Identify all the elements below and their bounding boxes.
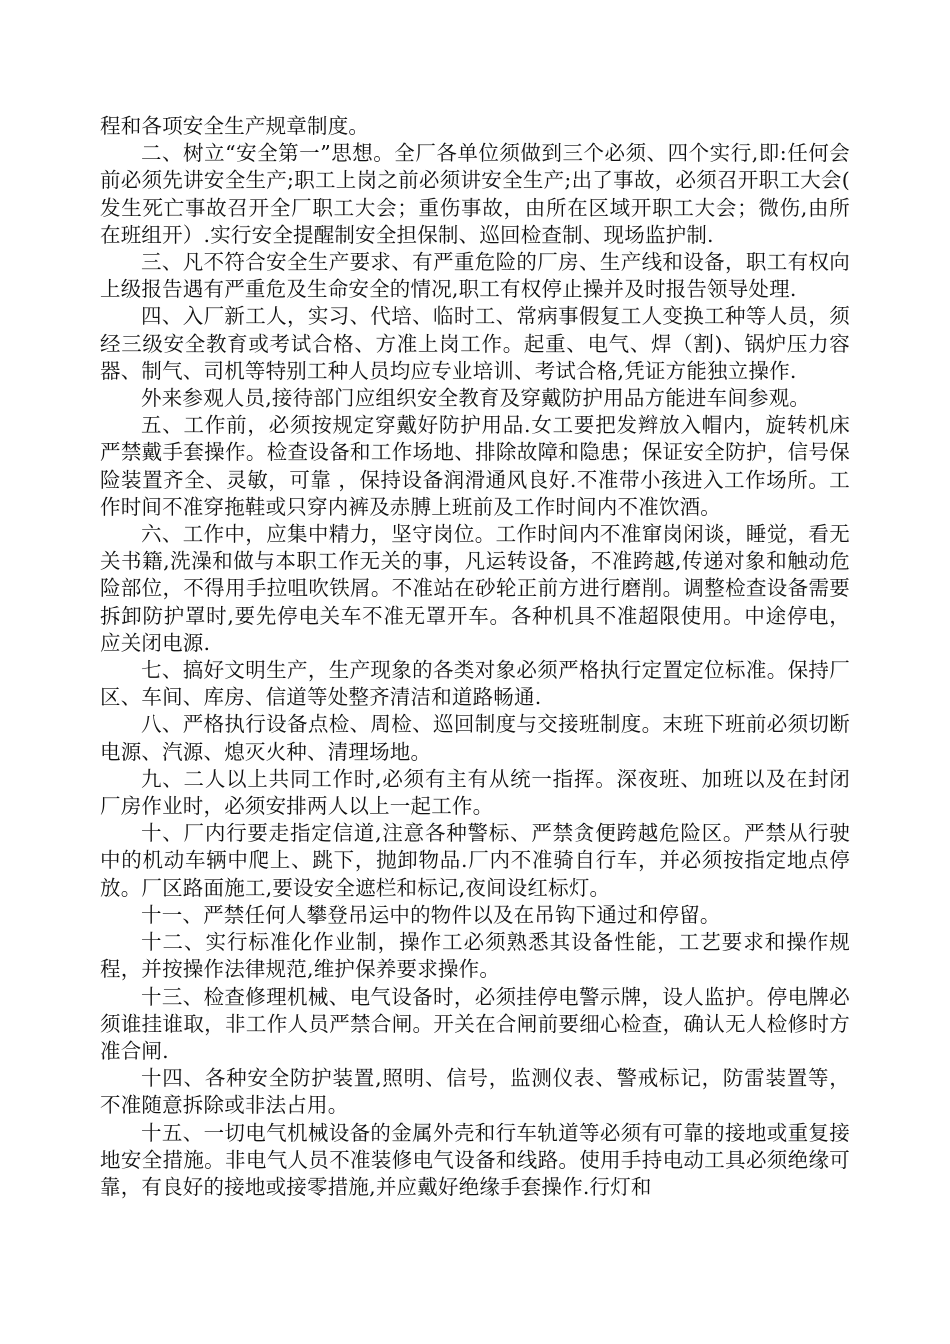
paragraph-visitors: 外来参观人员,接待部门应组织安全教育及穿戴防护用品方能进车间参观。 bbox=[141, 386, 811, 411]
paragraph-continued: 程和各项安全生产规章制度。 bbox=[100, 114, 370, 138]
document-body bbox=[100, 113, 850, 1201]
paragraph-rule-5: 五、工作前，必须按规定穿戴好防护用品.女工要把发辫放入帽内，旋转机床严禁戴手套操作。检查设备和工作场地、排除故障和隐患；保证安全防护，信号保险装置齐全、灵敏，可靠 ，保持设备润滑通风良好.不准带小孩进入工作场所。工作时间不准穿拖鞋或只穿内裤及赤膊上班前及工作时间内不准饮酒。 bbox=[100, 413, 850, 519]
paragraph-rule-10: 十、厂内行要走指定信道,注意各种警标、严禁贪便跨越危险区。严禁从行驶中的机动车辆中爬上、跳下，抛卸物品.厂内不准骑自行车，并必须按指定地点停放。厂区路面施工,要设安全遮栏和标记,夜间设红标灯。 bbox=[100, 821, 850, 900]
paragraph-rule-9: 九、二人以上共同工作时,必须有主有从统一指挥。深夜班、加班以及在封闭厂房作业时，必须安排两人以上一起工作。 bbox=[100, 766, 850, 819]
paragraph-rule-12: 十二、实行标准化作业制，操作工必须熟悉其设备性能，工艺要求和操作规程，并按操作法律规范,维护保养要求操作。 bbox=[100, 930, 850, 982]
paragraph-rule-2: 二、树立“安全第一”思想。全厂各单位须做到三个必须、四个实行,即:任何会前必须先讲安全生产;职工上岗之前必须讲安全生产;出了事故，必须召开职工大会( 发生死亡事故召开全厂职工大会；重伤事故，由所在区域开职工大会；微伤,由所在班组开）.实行安全提醒制安全担保制、巡回检查制、现场监护制. bbox=[100, 141, 850, 247]
paragraph-rule-7: 七、搞好文明生产，生产现象的各类对象必须严格执行定置定位标准。保持厂区、车间、库房、信道等处整齐清洁和道路畅通. bbox=[100, 658, 850, 710]
paragraph-rule-3: 三、凡不符合安全生产要求、有严重危险的厂房、生产线和设备，职工有权向上级报告遇有严重危及生命安全的情况,职工有权停止操并及时报告领导处理. bbox=[100, 250, 850, 302]
paragraph-rule-14: 十四、各种安全防护装置,照明、信号，监测仪表、警戒标记，防雷装置等，不准随意拆除或非法占用。 bbox=[100, 1066, 850, 1118]
paragraph-rule-11: 十一、严禁任何人攀登吊运中的物件以及在吊钩下通过和停留。 bbox=[141, 902, 721, 927]
paragraph-rule-6: 六、工作中，应集中精力，坚守岗位。工作时间内不准窜岗闲谈，睡觉，看无关书籍,洗澡和做与本职工作无关的事，凡运转设备，不准跨越,传递对象和触动危险部位，不得用手拉咀吹铁屑。不准站在砂轮正前方进行磨削。调整检查设备需要拆卸防护罩时,要先停电关车不准无罩开车。各种机具不准超限使用。中途停电，应关闭电源. bbox=[100, 522, 850, 655]
paragraph-rule-13: 十三、检查修理机械、电气设备时，必须挂停电警示牌，设人监护。停电牌必须谁挂谁取，非工作人员严禁合闸。开关在合闸前要细心检查，确认无人检修时方准合闸. bbox=[100, 984, 850, 1063]
paragraph-rule-8: 八、严格执行设备点检、周检、巡回制度与交接班制度。末班下班前必须切断电源、汽源、熄灭火种、清理场地。 bbox=[100, 712, 850, 764]
paragraph-rule-15: 十五、一切电气机械设备的金属外壳和行车轨道等必须有可靠的接地或重复接地安全措施。非电气人员不准装修电气设备和线路。使用手持电动工具必须绝缘可靠，有良好的接地或接零措施,并应戴好绝缘手套操作.行灯和 bbox=[100, 1120, 850, 1199]
paragraph-rule-4: 四、入厂新工人，实习、代培、临时工、常病事假复工人变换工种等人员，须经三级安全教育或考试合格、方准上岗工作。起重、电气、焊（割)、锅炉压力容器、制气、司机等特别工种人员均应专业培训、考试合格,凭证方能独立操作. bbox=[100, 304, 850, 383]
